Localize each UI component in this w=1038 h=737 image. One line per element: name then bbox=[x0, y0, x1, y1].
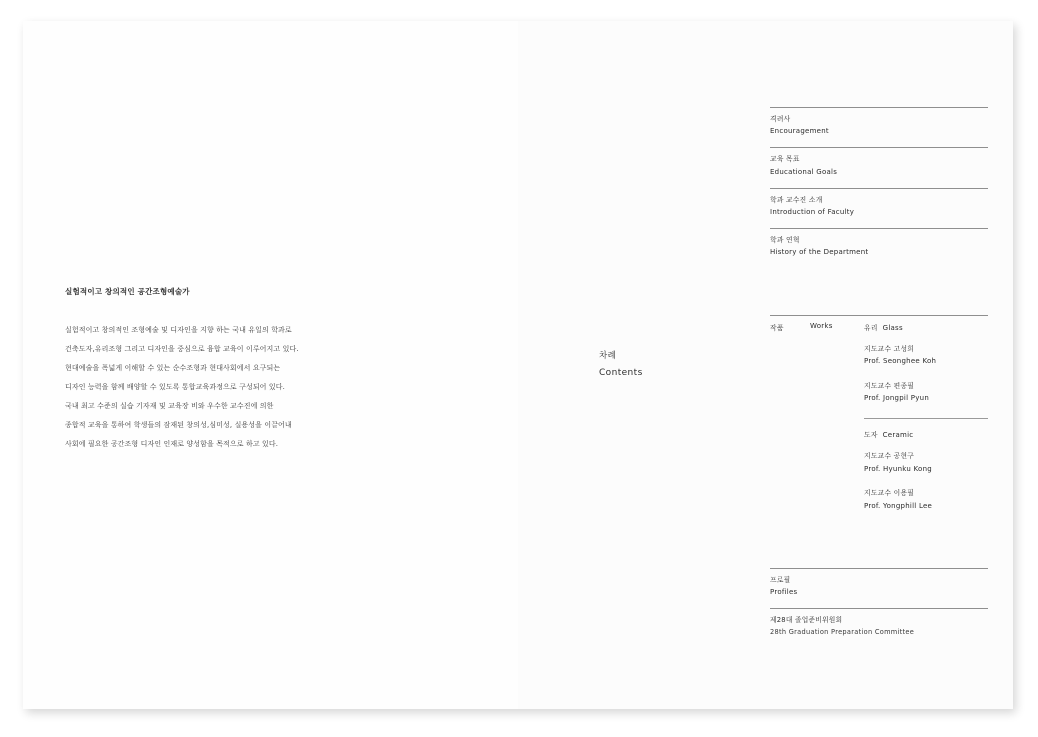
toc-entry bbox=[770, 569, 988, 608]
toc-section-works bbox=[770, 315, 988, 568]
intro-line: 실험적이고 창의적인 조형예술 및 디자인을 지향 하는 국내 유일의 학과로 bbox=[65, 325, 292, 334]
work-category-en: Glass bbox=[882, 323, 903, 332]
toc-entry-en: Encouragement bbox=[770, 127, 829, 136]
toc-entry bbox=[770, 148, 988, 187]
work-professor[interactable] bbox=[864, 344, 988, 368]
professor-name-ko: 지도교수 편종필 bbox=[864, 381, 915, 390]
left-page bbox=[23, 21, 518, 709]
toc-entry-en: History of the Department bbox=[770, 248, 869, 257]
work-category-ceramic[interactable] bbox=[864, 429, 988, 439]
toc-entry-en: Educational Goals bbox=[770, 167, 838, 176]
toc-entry bbox=[770, 229, 988, 268]
intro-line: 종합적 교육을 통하여 학생들의 잠재된 창의성,심미성, 실용성을 이끌어내 bbox=[65, 420, 292, 429]
toc-entry-ko: 학과 교수진 소개 bbox=[770, 195, 823, 204]
intro-line: 국내 최고 수준의 실습 기자재 및 교육장 비와 우수한 교수진에 의한 bbox=[65, 401, 274, 410]
toc-entry-en: Introduction of Faculty bbox=[770, 207, 855, 216]
works-label-ko: 작품 bbox=[770, 323, 784, 332]
introduction-block bbox=[65, 287, 395, 459]
professor-name-en: Prof. Yongphill Lee bbox=[864, 501, 933, 510]
work-category-ko: 유리 bbox=[864, 323, 878, 332]
toc-entry bbox=[770, 108, 988, 147]
professor-name-en: Prof. Jongpil Pyun bbox=[864, 394, 930, 403]
works-column bbox=[864, 316, 988, 525]
toc-entry-ko: 격려사 bbox=[770, 115, 791, 123]
work-category-en: Ceramic bbox=[882, 430, 914, 439]
toc-entry-en: 28th Graduation Preparation Committee bbox=[770, 628, 915, 637]
toc-entry-ko: 교육 목표 bbox=[770, 155, 800, 164]
divider bbox=[864, 418, 988, 419]
toc-entry-ko: 프로필 bbox=[770, 575, 791, 584]
right-page bbox=[518, 21, 1013, 709]
work-professor[interactable] bbox=[864, 451, 988, 475]
intro-line: 건축도자,유리조형 그리고 디자인을 중심으로 융합 교육이 이루어지고 있다. bbox=[65, 344, 299, 353]
toc-entry-history[interactable] bbox=[770, 228, 988, 268]
contents-title-ko: 차례 bbox=[599, 351, 617, 361]
professor-name-en: Prof. Hyunku Kong bbox=[864, 464, 932, 473]
toc-entry-encouragement[interactable] bbox=[770, 107, 988, 147]
toc-entry-faculty[interactable] bbox=[770, 188, 988, 228]
professor-name-ko: 지도교수 이용필 bbox=[864, 488, 915, 497]
work-professor[interactable] bbox=[864, 488, 988, 512]
toc-entry bbox=[770, 189, 988, 228]
work-category-ko: 도자 bbox=[864, 430, 878, 439]
professor-name-ko: 지도교수 공현구 bbox=[864, 451, 915, 460]
intro-heading: 실험적이고 창의적인 공간조형예술가 bbox=[65, 287, 190, 296]
toc-entry bbox=[770, 609, 988, 648]
book-spread bbox=[23, 21, 1013, 709]
contents-title bbox=[599, 350, 643, 380]
toc-entry-ko: 학과 연혁 bbox=[770, 236, 800, 245]
toc-entry-profiles[interactable] bbox=[770, 568, 988, 608]
intro-line: 사회에 필요한 공간조형 디자인 인재로 양성함을 목적으로 하고 있다. bbox=[65, 439, 279, 448]
intro-body bbox=[65, 326, 395, 450]
work-category-glass[interactable] bbox=[864, 322, 988, 332]
toc-entry-en: Profiles bbox=[770, 587, 798, 596]
toc-entry-committee[interactable] bbox=[770, 608, 988, 648]
professor-name-ko: 지도교수 고성희 bbox=[864, 344, 915, 353]
toc-entry-ko: 제28대 졸업준비위원회 bbox=[770, 615, 843, 624]
intro-line: 현대예술을 폭넓게 이해할 수 있는 순수조형과 현대사회에서 요구되는 bbox=[65, 363, 281, 372]
toc-gap bbox=[770, 269, 988, 315]
work-professor[interactable] bbox=[864, 381, 988, 405]
professor-name-en: Prof. Seonghee Koh bbox=[864, 357, 937, 366]
intro-line: 디자인 능력을 함께 배양할 수 있도록 통합교육과정으로 구성되어 있다. bbox=[65, 382, 285, 391]
table-of-contents bbox=[770, 107, 988, 648]
contents-title-en: Contents bbox=[599, 367, 643, 378]
toc-entry-educational-goals[interactable] bbox=[770, 147, 988, 187]
works-label-en: Works bbox=[810, 321, 833, 330]
